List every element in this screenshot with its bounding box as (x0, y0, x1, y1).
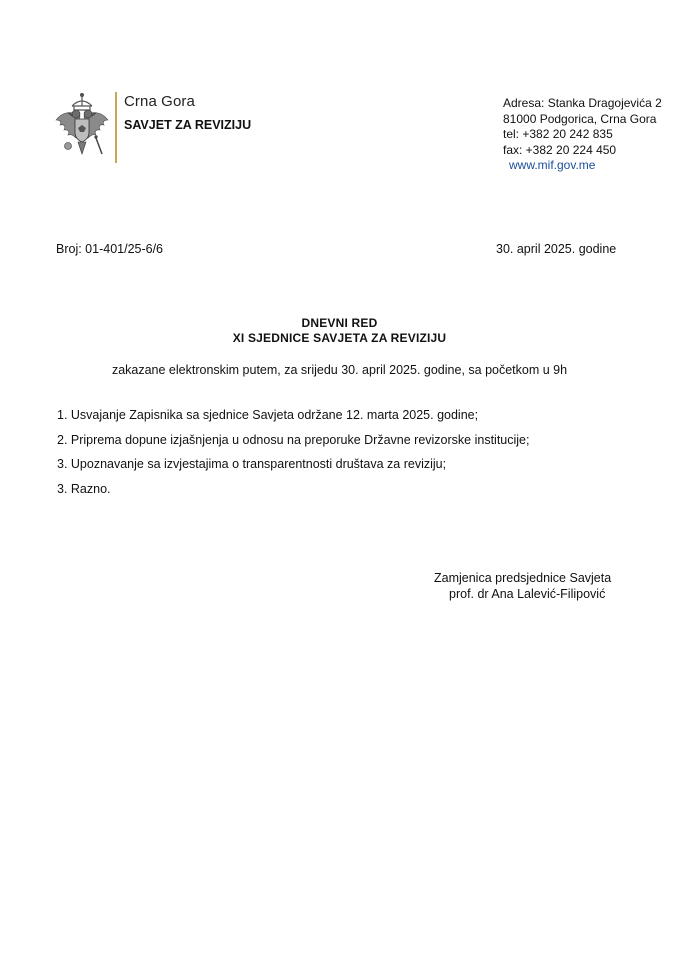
signatory-name: prof. dr Ana Lalević-Filipović (449, 587, 606, 601)
country-name: Crna Gora (124, 93, 195, 110)
contact-block (503, 96, 662, 174)
signature-block (434, 570, 611, 602)
agenda-list (57, 408, 529, 506)
session-title: XI SJEDNICE SAVJETA ZA REVIZIJU (232, 331, 447, 345)
contact-fax: fax: +382 20 224 450 (503, 142, 617, 157)
agenda-item: 3. Razno. (57, 481, 111, 496)
session-intro: zakazane elektronskim putem, za srijedu 30. april 2025. godine, sa početkom u 9h (111, 363, 568, 377)
contact-website-link[interactable]: www.mif.gov.me (509, 158, 596, 173)
header-divider (115, 92, 117, 163)
contact-address: Adresa: Stanka Dragojevića 2 (503, 96, 662, 110)
agenda-title: DNEVNI RED (301, 316, 378, 330)
agenda-item: 1. Usvajanje Zapisnika sa sjednice Savjeta održane 12. marta 2025. godine; (57, 408, 479, 422)
coat-of-arms-icon (54, 92, 110, 164)
organization-name: SAVJET ZA REVIZIJU (124, 118, 252, 132)
signatory-role: Zamjenica predsjednice Savjeta (434, 571, 612, 585)
contact-tel: tel: +382 20 242 835 (503, 127, 613, 142)
agenda-item: 3. Upoznavanje sa izvjestajima o transparentnosti društava za reviziju; (57, 457, 447, 471)
document-date: 30. april 2025. godine (496, 242, 617, 256)
reference-number: Broj: 01-401/25-6/6 (56, 242, 164, 256)
agenda-item: 2. Priprema dopune izjašnjenja u odnosu na preporuke Državne revizorske institucije; (57, 432, 530, 447)
contact-city: 81000 Podgorica, Crna Gora (503, 111, 657, 126)
